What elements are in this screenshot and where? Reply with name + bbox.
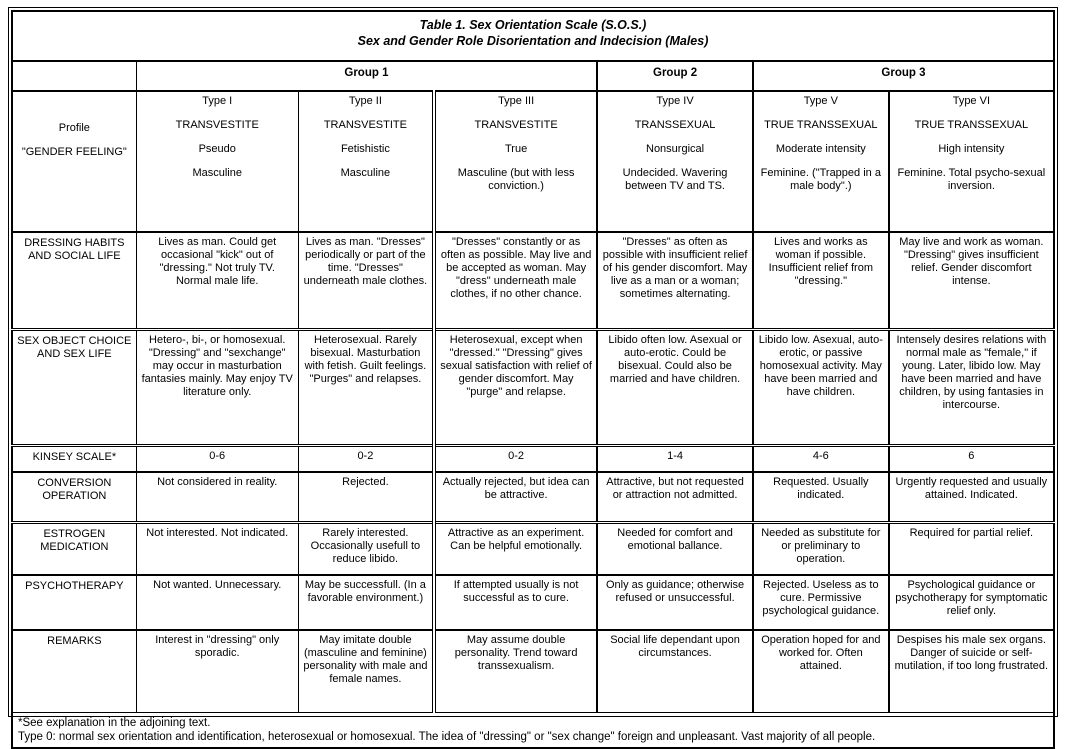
type-1-name: TRANSVESTITE [175,119,259,131]
cell-estrogen-type2: Rarely interested. Occasionally usefull to reduce libido. [298,523,434,576]
cell-kinsey-type4: 1-4 [597,446,753,473]
row-remarks [12,630,1054,713]
footnote-row [12,713,1054,749]
profile-row-label [12,91,136,232]
row-sex-object [12,330,1054,446]
footnotes [12,713,1054,749]
type-3-subtype: True [504,143,528,155]
cell-kinsey-type5: 4-6 [753,446,889,473]
type-2-subtype: Fetishistic [340,143,390,155]
type-3-name: TRANSVESTITE [474,119,558,131]
cell-remarks-type6: Despises his male sex organs. Danger of suicide or self-mutilation, if too long frustrated. [889,630,1054,713]
table-title-line1: Table 1. Sex Orientation Scale (S.O.S.) [419,18,647,32]
row-label-kinsey-scale: KINSEY SCALE* [12,446,136,473]
type-1-subtype: Pseudo [198,143,236,155]
type-2-header-cell [298,91,434,232]
title-row [12,11,1054,61]
cell-dressing-type4: "Dresses" as often as possible with insufficient relief of his gender discomfort. May live as a man or a woman; sometimes alternating. [597,232,753,330]
group-1-header: Group 1 [136,61,597,91]
cell-remarks-type5: Operation hoped for and worked for. Often attained. [753,630,889,713]
type-5-name: TRUE TRANSSEXUAL [764,119,878,131]
type-5-header-cell [753,91,889,232]
profile-row [12,91,1054,232]
cell-estrogen-type4: Needed for comfort and emotional ballance. [597,523,753,576]
footnote-type0: Type 0: normal sex orientation and identification, heterosexual or homosexual. The idea of "dressing" or "sex change" foreign and unpleasant. Vast majority of all people. [18,731,876,743]
cell-kinsey-type2: 0-2 [298,446,434,473]
footnote-asterisk: *See explanation in the adjoining text. [18,717,211,729]
cell-sexobj-type4: Libido often low. Asexual or auto-erotic. Could be bisexual. Could also be married and have children. [597,330,753,446]
row-label-dressing-habits: DRESSING HABITS AND SOCIAL LIFE [12,232,136,330]
type-1-header-cell [136,91,298,232]
sos-table [11,10,1055,749]
cell-psychotherapy-type5: Rejected. Useless as to cure. Permissive psychological guidance. [753,575,889,630]
type-3-feeling: Masculine (but with less conviction.) [457,167,575,192]
type-4-header-cell [597,91,753,232]
cell-remarks-type1: Interest in "dressing" only sporadic. [136,630,298,713]
cell-remarks-type4: Social life dependant upon circumstances. [597,630,753,713]
row-label-remarks: REMARKS [12,630,136,713]
cell-psychotherapy-type3: If attempted usually is not successful as to cure. [434,575,597,630]
row-conversion-operation [12,472,1054,523]
cell-psychotherapy-type6: Psychological guidance or psychotherapy for symptomatic relief only. [889,575,1054,630]
type-2-number: Type II [348,95,382,107]
row-label-conversion-operation: CONVERSION OPERATION [12,472,136,523]
type-2-feeling: Masculine [340,167,391,179]
type-3-number: Type III [498,95,535,107]
cell-sexobj-type2: Heterosexual. Rarely bisexual. Masturbation with fetish. Guilt feelings. "Purges" and relapses. [298,330,434,446]
type-3-header-cell [434,91,597,232]
type-4-feeling: Undecided. Wavering between TV and TS. [622,167,728,192]
type-6-subtype: High intensity [938,143,1005,155]
type-5-feeling: Feminine. ("Trapped in a male body".) [760,167,881,192]
table-frame [8,7,1058,743]
cell-conversion-type6: Urgently requested and usually attained. Indicated. [889,472,1054,523]
table-title-line2: Sex and Gender Role Disorientation and Indecision (Males) [357,34,709,48]
type-6-name: TRUE TRANSSEXUAL [914,119,1029,131]
cell-kinsey-type3: 0-2 [434,446,597,473]
cell-conversion-type1: Not considered in reality. [136,472,298,523]
cell-conversion-type3: Actually rejected, but idea can be attractive. [434,472,597,523]
cell-dressing-type1: Lives as man. Could get occasional "kick" out of "dressing." Not truly TV. Normal male life. [136,232,298,330]
type-4-name: TRANSSEXUAL [634,119,716,131]
cell-estrogen-type1: Not interested. Not indicated. [136,523,298,576]
group-2-header: Group 2 [597,61,753,91]
cell-estrogen-type6: Required for partial relief. [889,523,1054,576]
row-label-estrogen-medication: ESTROGEN MEDICATION [12,523,136,576]
row-psychotherapy [12,575,1054,630]
cell-dressing-type3: "Dresses" constantly or as often as possible. May live and be accepted as woman. May "dress" underneath male clothes, if no other chance. [434,232,597,330]
group-3-header: Group 3 [753,61,1054,91]
cell-sexobj-type5: Libido low. Asexual, auto-erotic, or passive homosexual activity. May have been married and have children. [753,330,889,446]
cell-estrogen-type3: Attractive as an experiment. Can be helpful emotionally. [434,523,597,576]
cell-conversion-type5: Requested. Usually indicated. [753,472,889,523]
row-label-sex-object: SEX OBJECT CHOICE AND SEX LIFE [12,330,136,446]
cell-remarks-type2: May imitate double (masculine and feminine) personality with male and female names. [298,630,434,713]
type-4-number: Type IV [656,95,694,107]
cell-dressing-type6: May live and work as woman. "Dressing" gives insufficient relief. Gender discomfort intense. [889,232,1054,330]
type-5-subtype: Moderate intensity [775,143,866,155]
cell-remarks-type3: May assume double personality. Trend toward transsexualism. [434,630,597,713]
gender-feeling-label: "GENDER FEELING" [21,146,127,158]
cell-sexobj-type1: Hetero-, bi-, or homosexual. "Dressing" and "sexchange" may occur in masturbation fantasies mainly. May enjoy TV literature only. [136,330,298,446]
table-title [12,11,1054,61]
cell-psychotherapy-type4: Only as guidance; otherwise refused or unsuccessful. [597,575,753,630]
cell-conversion-type2: Rejected. [298,472,434,523]
type-6-feeling: Feminine. Total psycho-sexual inversion. [897,167,1046,192]
type-6-number: Type VI [952,95,990,107]
cell-kinsey-type6: 6 [889,446,1054,473]
group-header-row [12,61,1054,91]
row-kinsey-scale [12,446,1054,473]
row-label-psychotherapy: PSYCHOTHERAPY [12,575,136,630]
cell-dressing-type2: Lives as man. "Dresses" periodically or part of the time. "Dresses" underneath male clothes. [298,232,434,330]
cell-dressing-type5: Lives and works as woman if possible. Insufficient relief from "dressing." [753,232,889,330]
row-estrogen-medication [12,523,1054,576]
type-1-number: Type I [202,95,233,107]
cell-sexobj-type3: Heterosexual, except when "dressed." "Dressing" gives sexual satisfaction with relief of gender discomfort. May "purge" and relapse. [434,330,597,446]
cell-sexobj-type6: Intensely desires relations with normal male as "female," if young. Later, libido low. May have been married and have children, by using fantasies in intercourse. [889,330,1054,446]
type-2-name: TRANSVESTITE [323,119,407,131]
cell-psychotherapy-type2: May be successfull. (In a favorable environment.) [298,575,434,630]
type-4-subtype: Nonsurgical [646,143,705,155]
cell-conversion-type4: Attractive, but not requested or attraction not admitted. [597,472,753,523]
corner-cell [12,61,136,91]
cell-psychotherapy-type1: Not wanted. Unnecessary. [136,575,298,630]
row-dressing-habits [12,232,1054,330]
cell-estrogen-type5: Needed as substitute for or preliminary to operation. [753,523,889,576]
type-1-feeling: Masculine [192,167,242,179]
profile-label: Profile [58,122,90,134]
cell-kinsey-type1: 0-6 [136,446,298,473]
type-5-number: Type V [803,95,838,107]
type-6-header-cell [889,91,1054,232]
